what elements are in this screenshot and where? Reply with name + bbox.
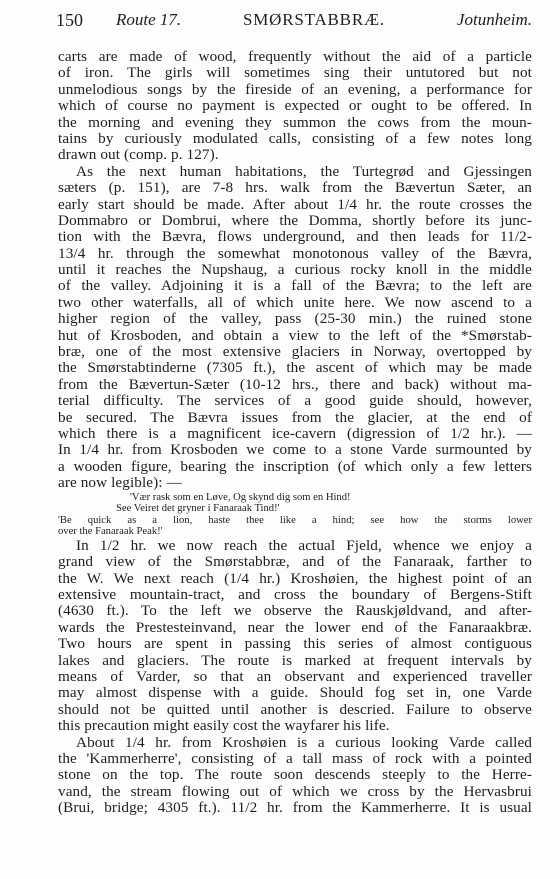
text-line: may almost dispense with a guide. Should fog set in, one Varde [58, 685, 532, 702]
text-line: wards the Prestesteinvand, near the lower end of the Fanaraakbræ. [58, 619, 532, 636]
page-number: 150 [56, 10, 83, 30]
text-line: As the next human habitations, the Turtegrød and Gjessingen [76, 163, 532, 180]
text-line: drawn out (comp. p. 127). [58, 147, 219, 164]
page-heading: SMØRSTABBRÆ. [243, 10, 385, 29]
text-line: terial difficulty. The services of a good guide should, however, [58, 393, 532, 410]
running-header [56, 10, 532, 34]
text-line: the 'Kammerherre', consisting of a tall mass of rock with a pointed [58, 751, 532, 767]
text-line: Two hours are spent in passing this series of almost contiguous [58, 636, 532, 653]
text-line: which of course no payment is expected or ought to be offered. In [58, 98, 532, 115]
text-line: 13/4 hr. through the somewhat monotonous valley of the Bævra, [58, 245, 532, 262]
text-line: stone on the top. The route soon descends steeply to the Herre- [58, 767, 532, 784]
text-line: of the valley. Adjoining it is a fall of the Bævra; to the left are [58, 278, 532, 295]
text-line: In 1/4 hr. from Krosboden we come to a stone Varde surmounted by [58, 442, 532, 459]
text-line: sæters (p. 151), are 7-8 hrs. walk from the Bævertun Sæter, an [58, 180, 532, 197]
text-line: bræ, one of the most extensive glaciers in Norway, overtopped by [58, 344, 532, 361]
text-line: higher region of the valley, pass (25-30 min.) the ruined stone [58, 311, 532, 328]
text-line: are now legible): — [58, 475, 182, 492]
text-line: carts are made of wood, frequently without the aid of a particle [58, 49, 532, 65]
text-line: of iron. The girls will sometimes sing their untutored but not [58, 65, 532, 82]
text-line: which there is a magnificent ice-cavern (digression of 1/2 hr.). — [58, 425, 532, 442]
text-line: the W. We next reach (1/4 hr.) Kroshøien, the highest point of an [58, 570, 532, 587]
quote-translation-line: 'Be quick as a lion, haste thee like a hind; see how the storms lower [58, 514, 532, 526]
text-line: vand, the stream flowing out of which we cross by the Hervasbrui [58, 783, 532, 800]
text-line: means of Varder, so that an observant and experienced traveller [58, 669, 532, 686]
text-line: two other waterfalls, all of which unite here. We now ascend to a [58, 294, 532, 311]
text-line: until it reaches the Nupshaug, a curious rocky knoll in the middle [58, 262, 532, 279]
text-line: extensive mountain-tract, and cross the boundary of Bergens-Stift [58, 587, 532, 604]
route-label: Route 17. [116, 10, 182, 29]
page-body [58, 49, 532, 817]
text-line: tion with the Bævra, flows underground, and then leads for 11/2- [58, 229, 532, 246]
text-line: this precaution might easily cost the wayfarer his life. [58, 718, 390, 735]
text-line: should not be quitted until another is descried. Failure to observe [58, 701, 532, 718]
text-line: (Brui, bridge; 4305 ft.). 11/2 hr. from the Kammerherre. It is usual [58, 800, 532, 817]
text-line: the Smørstabtinderne (7305 ft.), the ascent of which may be made [58, 360, 532, 377]
text-line: the morning and evening they summon the cows from the moun- [58, 114, 532, 131]
text-line: from the Bævertun-Sæter (10-12 hrs., there and back) without ma- [58, 376, 532, 393]
quote-line: 'Vær rask som en Løve, Og skynd dig som en Hind! [130, 491, 351, 503]
text-line: In 1/2 hr. we now reach the actual Fjeld, whence we enjoy a [76, 537, 532, 554]
text-line: a wooden figure, bearing the inscription (of which only a few letters [58, 458, 532, 475]
text-line: (4630 ft.). To the left we observe the Rauskjøldvand, and after- [58, 603, 532, 620]
region-label: Jotunheim. [456, 10, 532, 29]
quote-translation-line: over the Fanaraak Peak!' [58, 526, 163, 538]
text-line: early start should be made. After about 1/4 hr. the route crosses the [58, 196, 532, 213]
text-line: hut of Krosboden, and obtain a view to the left of the *Smørstab- [58, 327, 532, 344]
text-line: grand view of the Smørstabbræ, and of the Fanaraak, farther to [58, 554, 532, 571]
text-line: unmelodious songs by the fireside of an evening, a performance for [58, 81, 532, 98]
quote-line: See Veiret det gryner i Fanaraak Tind!' [116, 503, 280, 515]
text-line: About 1/4 hr. from Kroshøien is a curious looking Varde called [76, 734, 532, 751]
text-line: lakes and glaciers. The route is marked at frequent intervals by [58, 652, 532, 669]
text-line: tains by curiously modulated calls, consisting of a few notes long [58, 130, 532, 147]
text-line: be secured. The Bævra issues from the glacier, at the end of [58, 409, 532, 426]
text-line: Dommabro or Dombrui, where the Domma, shortly before its junc- [58, 212, 532, 229]
